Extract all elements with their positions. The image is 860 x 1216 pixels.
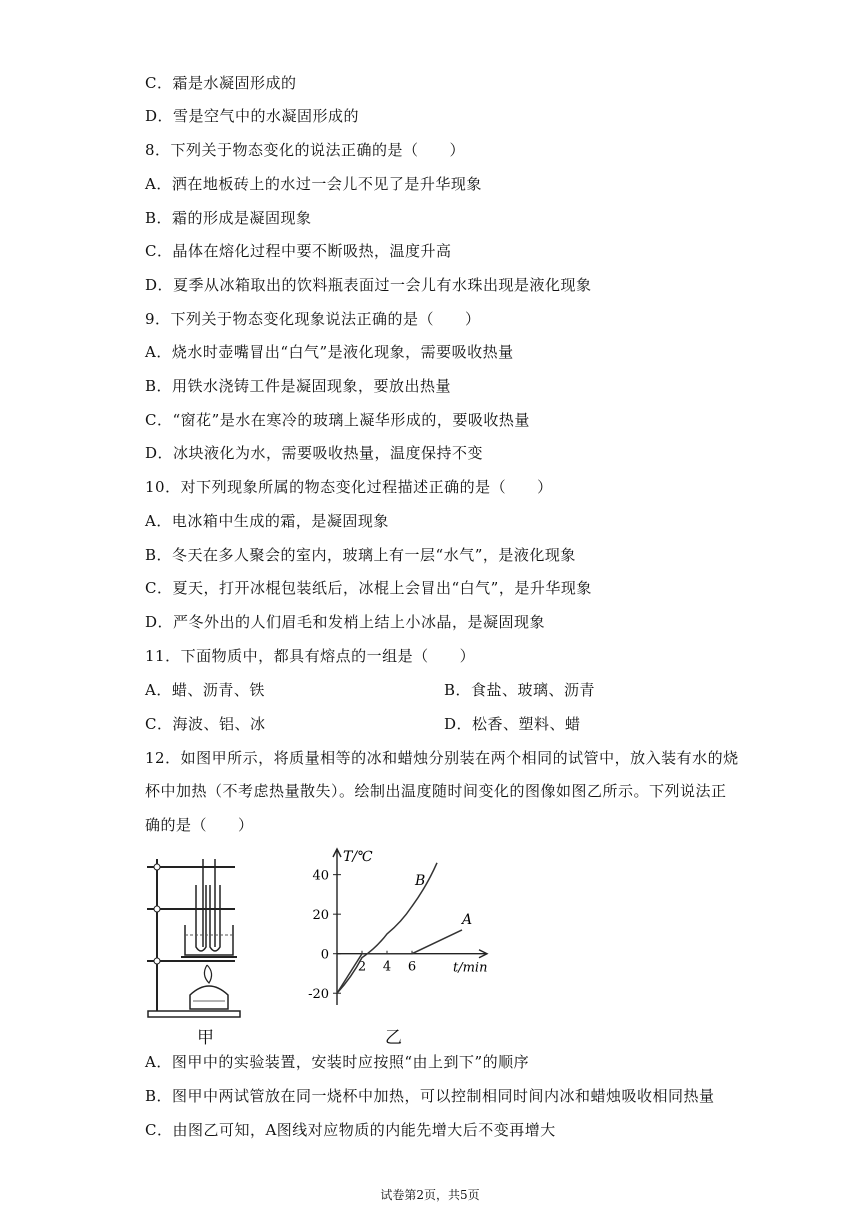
y-tick-label: 0 bbox=[320, 947, 329, 963]
option-line: D．夏季从冰箱取出的饮料瓶表面过一会儿有水珠出现是液化现象 bbox=[145, 276, 592, 294]
y-tick-label: -20 bbox=[308, 987, 329, 1003]
x-axis-label: t/min bbox=[453, 960, 488, 976]
y-tick-label: 20 bbox=[312, 908, 329, 924]
option-b: B．食盐、玻璃、沥青 bbox=[444, 681, 596, 699]
option-line: B．图甲中两试管放在同一烧杯中加热，可以控制相同时间内冰和蜡烛吸收相同热量 bbox=[145, 1087, 715, 1105]
option-line: A．洒在地板砖上的水过一会儿不见了是升华现象 bbox=[145, 175, 482, 193]
question-stem: 9．下列关于物态变化现象说法正确的是（ ） bbox=[145, 310, 481, 328]
y-axis-label: T/℃ bbox=[343, 849, 373, 865]
option-line: A．图甲中的实验装置，安装时应按照“由上到下”的顺序 bbox=[145, 1053, 530, 1071]
option-line: D．严冬外出的人们眉毛和发梢上结上小冰晶，是凝固现象 bbox=[145, 613, 546, 631]
temperature-time-graph bbox=[145, 845, 525, 1045]
caption-left: 甲 bbox=[197, 1028, 214, 1048]
question-stem: 11．下面物质中，都具有熔点的一组是（ ） bbox=[145, 647, 476, 665]
question-stem: 10．对下列现象所属的物态变化过程描述正确的是（ ） bbox=[145, 478, 553, 496]
option-c: C．海波、铝、冰 bbox=[145, 715, 266, 733]
option-line: B．用铁水浇铸工件是凝固现象，要放出热量 bbox=[145, 377, 452, 395]
caption-right: 乙 bbox=[385, 1028, 402, 1048]
x-tick-label: 2 bbox=[357, 959, 367, 975]
figure-q12 bbox=[145, 845, 525, 1048]
option-line: C．霜是水凝固形成的 bbox=[145, 74, 297, 92]
option-line: D．冰块液化为水，需要吸收热量，温度保持不变 bbox=[145, 444, 484, 462]
option-line: C．由图乙可知，A图线对应物质的内能先增大后不变再增大 bbox=[145, 1121, 556, 1139]
option-d: D．松香、塑料、蜡 bbox=[444, 715, 581, 733]
y-tick-label: 40 bbox=[312, 868, 329, 884]
option-a: A．蜡、沥青、铁 bbox=[145, 681, 265, 699]
option-line: C．夏天，打开冰棍包装纸后，冰棍上会冒出“白气”，是升华现象 bbox=[145, 579, 592, 597]
question-stem: 杯中加热（不考虑热量散失）。绘制出温度随时间变化的图像如图乙所示。下列说法正 bbox=[145, 782, 727, 800]
option-line: A．烧水时壶嘴冒出“白气”是液化现象，需要吸收热量 bbox=[145, 343, 514, 361]
series-A-line bbox=[337, 930, 462, 993]
option-line: B．冬天在多人聚会的室内，玻璃上有一层“水气”，是液化现象 bbox=[145, 546, 576, 564]
series-A-label: A bbox=[462, 911, 473, 928]
page-footer: 试卷第2页，共5页 bbox=[380, 1188, 480, 1202]
series-B-label: B bbox=[415, 872, 426, 889]
question-stem: 12．如图甲所示，将质量相等的冰和蜡烛分别装在两个相同的试管中，放入装有水的烧 bbox=[145, 749, 739, 767]
option-line: B．霜的形成是凝固现象 bbox=[145, 209, 312, 227]
x-tick-label: 6 bbox=[407, 959, 417, 975]
option-line: C．“窗花”是水在寒冷的玻璃上凝华形成的，要吸收热量 bbox=[145, 411, 530, 429]
x-tick-label: 4 bbox=[382, 959, 392, 975]
option-line: C．晶体在熔化过程中要不断吸热，温度升高 bbox=[145, 242, 452, 260]
question-stem: 确的是（ ） bbox=[145, 816, 254, 834]
option-line: D．雪是空气中的水凝固形成的 bbox=[145, 107, 360, 125]
question-stem: 8．下列关于物态变化的说法正确的是（ ） bbox=[145, 141, 466, 159]
option-line: A．电冰箱中生成的霜，是凝固现象 bbox=[145, 512, 389, 530]
